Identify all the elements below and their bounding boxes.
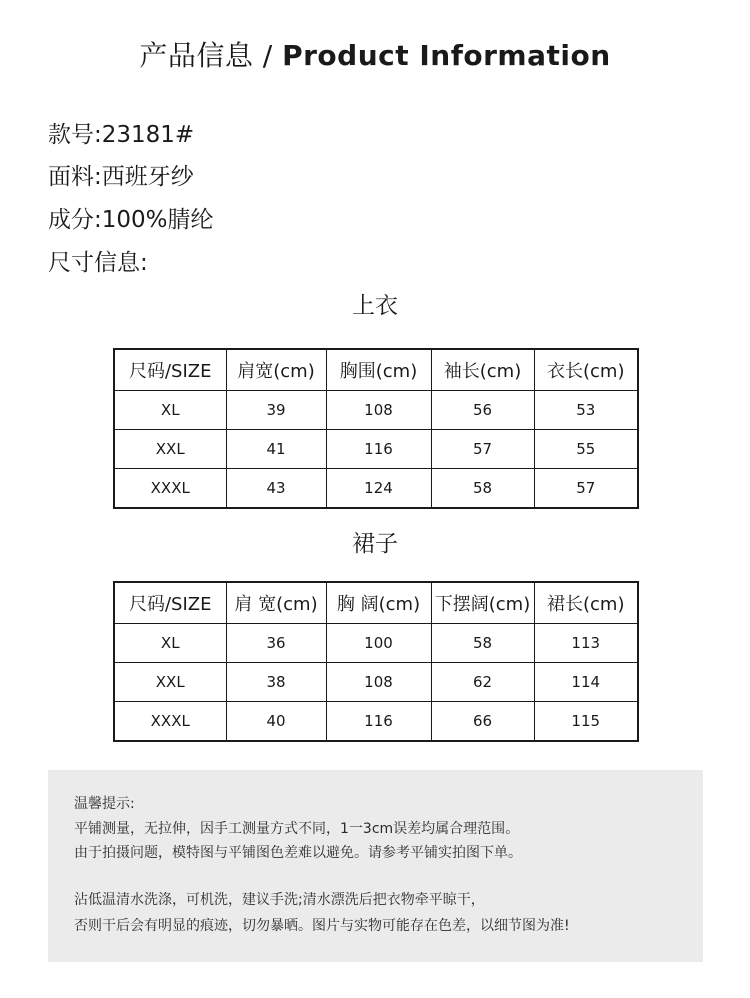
table-cell: XXXL (114, 469, 226, 509)
table-cell: 55 (534, 430, 638, 469)
notice-title: 温馨提示: (74, 796, 135, 812)
table-cell: 39 (226, 391, 326, 430)
fabric-info: 面料:西班牙纱 (48, 164, 194, 190)
table-row (114, 624, 638, 663)
top-table-title: 上衣 (352, 293, 398, 319)
table-cell: XXXL (114, 702, 226, 742)
table-cell: 57 (534, 469, 638, 509)
header-cell: 胸 阔(cm) (326, 582, 431, 624)
table-cell: 116 (326, 702, 431, 742)
care-notice-box (48, 770, 703, 962)
table-cell: 43 (226, 469, 326, 509)
style-number: 款号:23181# (48, 122, 195, 148)
table-cell: 58 (431, 624, 534, 663)
table-row (114, 663, 638, 702)
size-info-label: 尺寸信息: (48, 250, 148, 276)
table-cell: 57 (431, 430, 534, 469)
table-row (114, 430, 638, 469)
table-row (114, 702, 638, 742)
composition-info: 成分:100%腈纶 (48, 207, 214, 233)
table-cell: 53 (534, 391, 638, 430)
table-cell: 124 (326, 469, 431, 509)
table-cell: 66 (431, 702, 534, 742)
header-cell: 袖长(cm) (431, 349, 534, 391)
skirt-table-title: 裙子 (352, 531, 398, 557)
table-cell: 100 (326, 624, 431, 663)
table-cell: 41 (226, 430, 326, 469)
page-title-en: Product Information (282, 39, 611, 72)
table-cell: 108 (326, 391, 431, 430)
table-cell: 116 (326, 430, 431, 469)
header-cell: 尺码/SIZE (114, 349, 226, 391)
header-cell: 下摆阔(cm) (431, 582, 534, 624)
table-header-row (114, 349, 638, 391)
table-cell: 58 (431, 469, 534, 509)
table-cell: 56 (431, 391, 534, 430)
header-cell: 肩宽(cm) (226, 349, 326, 391)
page-title-cn: 产品信息 / (139, 39, 283, 72)
notice-line: 否则干后会有明显的痕迹，切勿暴晒。图片与实物可能存在色差，以细节图为准! (74, 918, 570, 934)
table-cell: 113 (534, 624, 638, 663)
header-cell: 胸围(cm) (326, 349, 431, 391)
notice-line: 由于拍摄问题，模特图与平铺图色差难以避免。请参考平铺实拍图下单。 (74, 845, 522, 861)
table-cell: 114 (534, 663, 638, 702)
table-cell: XXL (114, 663, 226, 702)
top-size-table (113, 348, 639, 509)
table-header-row (114, 582, 638, 624)
notice-line: 沾低温清水洗涤，可机洗，建议手洗;清水漂洗后把衣物牵平晾干， (74, 892, 485, 908)
table-row (114, 469, 638, 509)
page-title (0, 36, 750, 76)
table-cell: 38 (226, 663, 326, 702)
header-cell: 裙长(cm) (534, 582, 638, 624)
skirt-size-table (113, 581, 639, 742)
notice-line: 平铺测量，无拉伸，因手工测量方式不同，1一3cm误差均属合理范围。 (74, 821, 520, 837)
table-cell: XL (114, 391, 226, 430)
header-cell: 肩 宽(cm) (226, 582, 326, 624)
header-cell: 尺码/SIZE (114, 582, 226, 624)
table-row (114, 391, 638, 430)
table-cell: 36 (226, 624, 326, 663)
table-cell: XXL (114, 430, 226, 469)
table-cell: 115 (534, 702, 638, 742)
table-cell: 62 (431, 663, 534, 702)
table-cell: 40 (226, 702, 326, 742)
header-cell: 衣长(cm) (534, 349, 638, 391)
table-cell: XL (114, 624, 226, 663)
table-cell: 108 (326, 663, 431, 702)
